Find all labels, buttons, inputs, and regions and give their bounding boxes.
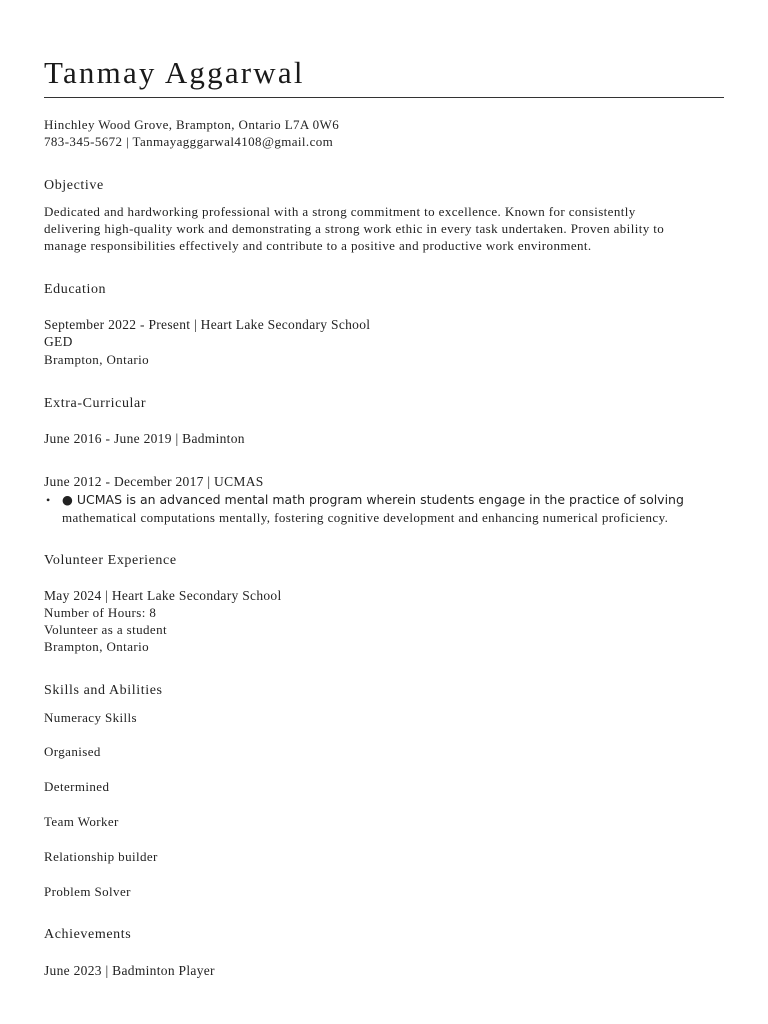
education-degree: GED <box>44 334 73 349</box>
education-heading: Education <box>44 282 107 297</box>
achievement-entry-title: June 2023 | Badminton Player <box>44 963 215 978</box>
education-location: Brampton, Ontario <box>44 352 150 367</box>
skill-item: Organised <box>44 744 101 759</box>
skill-item: Relationship builder <box>44 849 158 864</box>
volunteer-hours: Number of Hours: 8 <box>44 605 157 620</box>
objective-line: delivering high-quality work and demonstrating a strong work ethic in every task undertaken. Proven ability to <box>44 221 665 236</box>
skills-heading: Skills and Abilities <box>44 683 163 698</box>
objective-line: manage responsibilities effectively and contribute to a positive and productive work environment. <box>44 238 592 253</box>
achievements-heading: Achievements <box>44 927 132 942</box>
objective-heading: Objective <box>44 178 104 193</box>
ucmas-bullet-text: ● UCMAS is an advanced mental math program wherein students engage in the practice of solving <box>62 492 684 507</box>
bullet-marker: • <box>46 493 51 507</box>
extracurricular-entry-title: June 2016 - June 2019 | Badminton <box>44 431 245 446</box>
contact-line: 783-345-5672 | Tanmayagggarwal4108@gmail.com <box>44 134 334 149</box>
ucmas-bullet-text: mathematical computations mentally, fostering cognitive development and enhancing numerical proficiency. <box>62 510 669 525</box>
volunteer-location: Brampton, Ontario <box>44 639 150 654</box>
skill-item: Team Worker <box>44 814 119 829</box>
skill-item: Problem Solver <box>44 884 131 899</box>
extracurricular-heading: Extra-Curricular <box>44 396 147 411</box>
objective-line: Dedicated and hardworking professional with a strong commitment to excellence. Known for consistently <box>44 204 636 219</box>
skill-item: Numeracy Skills <box>44 710 138 725</box>
volunteer-entry-title: May 2024 | Heart Lake Secondary School <box>44 588 282 603</box>
volunteer-role: Volunteer as a student <box>44 622 168 637</box>
volunteer-heading: Volunteer Experience <box>44 553 177 568</box>
resume-name: Tanmay Aggarwal <box>44 55 305 90</box>
address-line: Hinchley Wood Grove, Brampton, Ontario L7A 0W6 <box>44 117 340 132</box>
skill-item: Determined <box>44 779 110 794</box>
header-divider <box>44 97 724 98</box>
extracurricular-entry-title: June 2012 - December 2017 | UCMAS <box>44 474 264 489</box>
education-entry-title: September 2022 - Present | Heart Lake Secondary School <box>44 317 371 332</box>
